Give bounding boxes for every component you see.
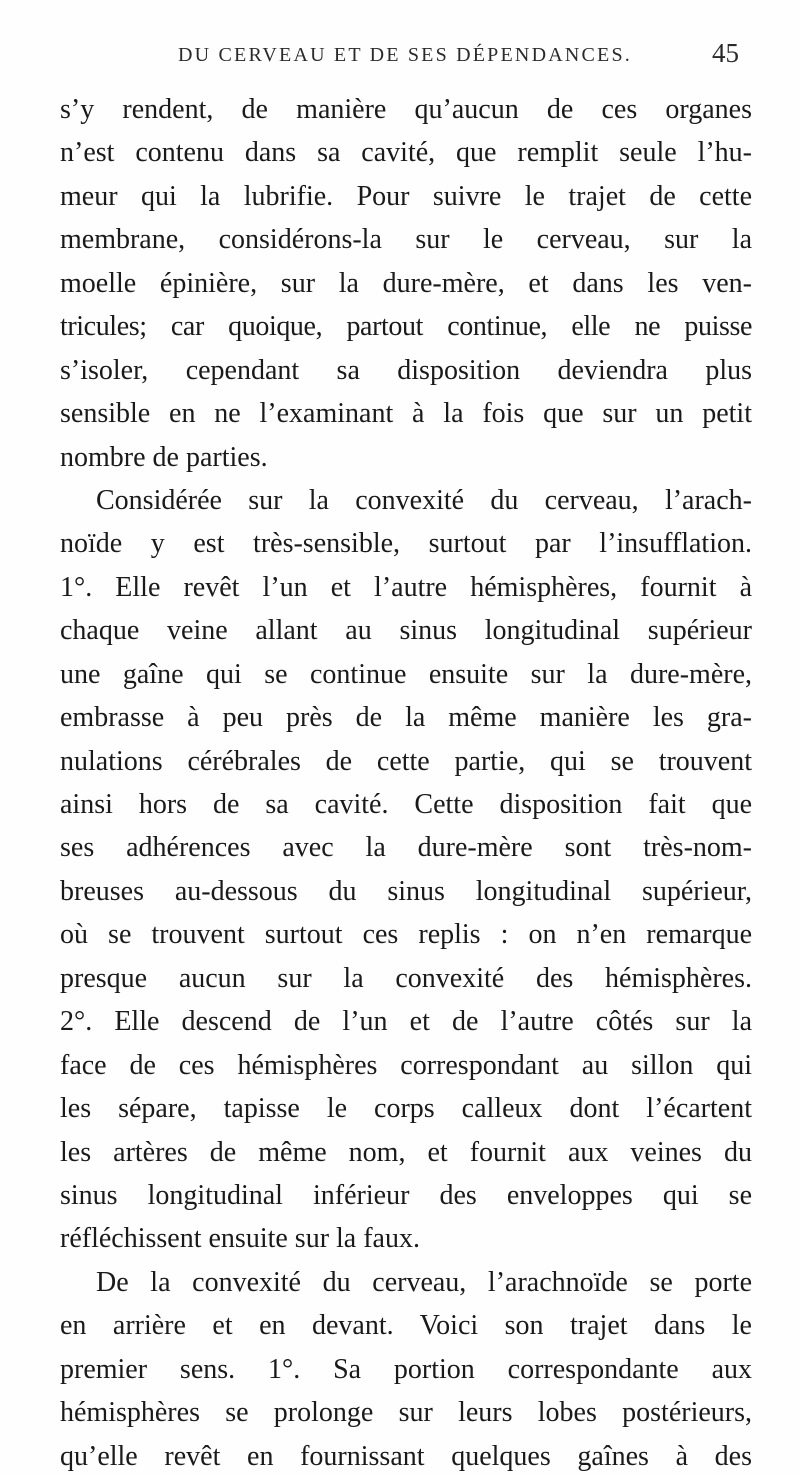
text-line: membrane, considérons-la sur le cerveau, sur la <box>60 224 752 256</box>
text-line: premier sens. 1°. Sa portion correspondante aux <box>60 1353 752 1385</box>
text-line: De la convexité du cerveau, l’arachnoïde se porte <box>96 1266 752 1298</box>
text-line: où se trouvent surtout ces replis : on n’en remarque <box>60 919 752 951</box>
text-line: moelle épinière, sur la dure-mère, et dans les ven- <box>60 267 752 299</box>
text-line: sensible en ne l’examinant à la fois que sur un petit <box>60 398 752 430</box>
text-line: chaque veine allant au sinus longitudinal supérieur <box>60 615 752 647</box>
text-line: hémisphères se prolonge sur leurs lobes postérieurs, <box>60 1397 752 1429</box>
text-line: noïde y est très-sensible, surtout par l’insufflation. <box>60 528 752 560</box>
text-line: qu’elle revêt en fournissant quelques gaînes à des <box>60 1440 752 1472</box>
text-line: nombre de parties. <box>60 441 268 473</box>
text-line: s’y rendent, de manière qu’aucun de ces organes <box>60 94 752 125</box>
text-line: en arrière et en devant. Voici son trajet dans le <box>60 1310 752 1342</box>
text-line: n’est contenu dans sa cavité, que remplit seule l’hu- <box>60 137 752 169</box>
text-line: ainsi hors de sa cavité. Cette disposition fait que <box>60 789 752 820</box>
text-line: réfléchissent ensuite sur la faux. <box>60 1223 420 1255</box>
text-line: presque aucun sur la convexité des hémisphères. <box>60 962 752 994</box>
text-line: les artères de même nom, et fournit aux veines du <box>60 1136 752 1168</box>
text-line: face de ces hémisphères correspondant au sillon qui <box>60 1049 752 1081</box>
text-line: les sépare, tapisse le corps calleux dont l’écartent <box>60 1093 752 1125</box>
page-number: 45 <box>712 38 739 68</box>
text-line: 1°. Elle revêt l’un et l’autre hémisphères, fournit à <box>60 571 752 603</box>
text-line: 2°. Elle descend de l’un et de l’autre côtés sur la <box>60 1006 752 1038</box>
text-line: s’isoler, cependant sa disposition deviendra plus <box>60 354 752 386</box>
text-line: sinus longitudinal inférieur des enveloppes qui se <box>60 1179 752 1211</box>
text-line: tricules; car quoique, partout continue, elle ne puisse <box>60 311 752 343</box>
text-line: nulations cérébrales de cette partie, qui se trouvent <box>60 745 752 777</box>
text-line: meur qui la lubrifie. Pour suivre le trajet de cette <box>60 180 752 212</box>
text-line: embrasse à peu près de la même manière les gra- <box>60 702 752 734</box>
text-line: une gaîne qui se continue ensuite sur la dure-mère, <box>60 658 752 690</box>
running-head: DU CERVEAU ET DE SES DÉPENDANCES. <box>178 44 632 66</box>
text-line: ses adhérences avec la dure-mère sont très-nom- <box>60 832 752 864</box>
body-text <box>60 88 752 1478</box>
text-line: breuses au-dessous du sinus longitudinal supérieur, <box>60 875 752 907</box>
text-line: Considérée sur la convexité du cerveau, l’arach- <box>96 484 752 516</box>
